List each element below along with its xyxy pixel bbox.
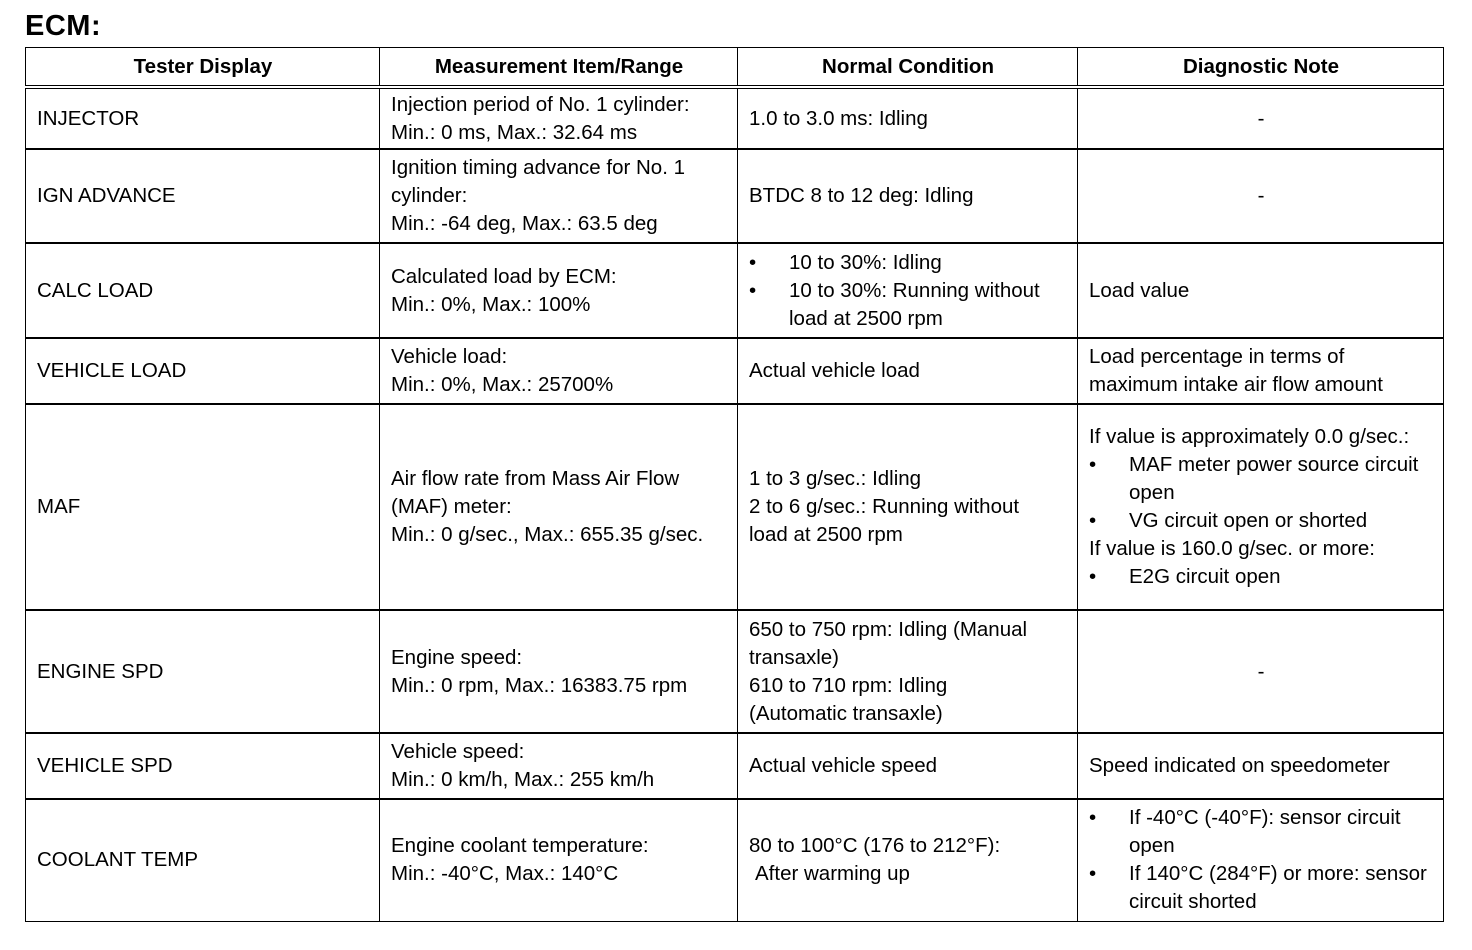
measurement-line: Injection period of No. 1 cylinder: — [391, 92, 690, 116]
table-row — [26, 610, 1444, 733]
measurement-cell — [380, 733, 738, 799]
table-row — [26, 338, 1444, 404]
measurement-line: Vehicle load: — [391, 345, 508, 368]
note-line: Load percentage in terms of — [1089, 345, 1345, 368]
diagnostic-note-cell: - — [1078, 87, 1444, 149]
measurement-cell — [380, 799, 738, 921]
tester-display-cell: VEHICLE SPD — [26, 733, 380, 799]
table-row — [26, 87, 1444, 149]
measurement-line: Engine speed: — [391, 645, 523, 669]
measurement-cell — [380, 404, 738, 610]
tester-display-cell: CALC LOAD — [26, 243, 380, 338]
header-measurement-item: Measurement Item/Range — [380, 48, 738, 88]
measurement-line: Engine coolant temperature: — [391, 834, 649, 858]
measurement-line: Air flow rate from Mass Air Flow — [391, 467, 680, 490]
normal-line: 80 to 100°C (176 to 212°F): — [749, 834, 1001, 858]
table-header-row — [26, 48, 1444, 88]
measurement-line: Calculated load by ECM: — [391, 264, 617, 288]
measurement-cell — [380, 87, 738, 149]
bullet-item: • MAF meter power source circuit open — [1089, 451, 1433, 507]
normal-line: 1 to 3 g/sec.: Idling — [749, 467, 922, 490]
bullet-item: • VG circuit open or shorted — [1089, 507, 1433, 535]
tester-display-cell: IGN ADVANCE — [26, 149, 380, 243]
normal-line: (Automatic transaxle) — [749, 701, 943, 725]
note-line: maximum intake air flow amount — [1089, 373, 1383, 396]
table-row — [26, 799, 1444, 921]
tester-display-cell: COOLANT TEMP — [26, 799, 380, 921]
diagnostic-note-cell — [1078, 404, 1444, 610]
diagnostic-note-cell: - — [1078, 610, 1444, 733]
measurement-cell — [380, 243, 738, 338]
header-diagnostic-note: Diagnostic Note — [1078, 48, 1444, 88]
table-row — [26, 733, 1444, 799]
bullet-item: • If 140°C (284°F) or more: sensor circuit shorted — [1089, 860, 1433, 916]
normal-condition-cell — [738, 404, 1078, 610]
note-line: If value is approximately 0.0 g/sec.: — [1089, 425, 1410, 448]
measurement-line: Min.: 0%, Max.: 25700% — [391, 373, 614, 396]
tester-display-cell: INJECTOR — [26, 87, 380, 149]
diagnostic-note-cell: - — [1078, 149, 1444, 243]
tester-display-cell: MAF — [26, 404, 380, 610]
page-title: ECM: — [25, 10, 102, 42]
table-row — [26, 243, 1444, 338]
tester-display-cell: VEHICLE LOAD — [26, 338, 380, 404]
table-row — [26, 404, 1444, 610]
measurement-line: Min.: -40°C, Max.: 140°C — [391, 862, 619, 886]
note-line: If value is 160.0 g/sec. or more: — [1089, 537, 1375, 560]
bullet-item: • 10 to 30%: Idling — [749, 249, 1067, 277]
normal-condition-cell — [738, 799, 1078, 921]
bullet-item: • 10 to 30%: Running without load at 2500 rpm — [749, 277, 1067, 333]
measurement-line: Min.: 0%, Max.: 100% — [391, 292, 591, 316]
ecm-data-table — [25, 47, 1444, 922]
normal-line: load at 2500 rpm — [749, 523, 903, 546]
measurement-line: Vehicle speed: — [391, 740, 525, 763]
diagnostic-note-cell: Speed indicated on speedometer — [1078, 733, 1444, 799]
bullet-item: • If -40°C (-40°F): sensor circuit open — [1089, 804, 1433, 860]
measurement-cell — [380, 149, 738, 243]
normal-condition-cell: BTDC 8 to 12 deg: Idling — [738, 149, 1078, 243]
measurement-cell — [380, 338, 738, 404]
normal-condition-cell: 1.0 to 3.0 ms: Idling — [738, 87, 1078, 149]
measurement-line: Min.: 0 rpm, Max.: 16383.75 rpm — [391, 673, 688, 697]
measurement-cell — [380, 610, 738, 733]
normal-line: 2 to 6 g/sec.: Running without — [749, 495, 1020, 518]
normal-condition-cell — [738, 610, 1078, 733]
measurement-line: Min.: 0 g/sec., Max.: 655.35 g/sec. — [391, 523, 704, 546]
measurement-line: (MAF) meter: — [391, 495, 512, 518]
normal-condition-cell: Actual vehicle speed — [738, 733, 1078, 799]
normal-line: 650 to 750 rpm: Idling (Manual — [749, 617, 1028, 641]
diagnostic-note-cell — [1078, 799, 1444, 921]
measurement-line: Min.: 0 km/h, Max.: 255 km/h — [391, 768, 655, 791]
table-row — [26, 149, 1444, 243]
normal-condition-cell: Actual vehicle load — [738, 338, 1078, 404]
normal-condition-cell — [738, 243, 1078, 338]
normal-line: 610 to 710 rpm: Idling — [749, 673, 948, 697]
diagnostic-note-cell: Load value — [1078, 243, 1444, 338]
normal-line: After warming up — [755, 862, 910, 886]
header-tester-display: Tester Display — [26, 48, 380, 88]
diagnostic-note-cell — [1078, 338, 1444, 404]
measurement-line: cylinder: — [391, 184, 468, 207]
tester-display-cell: ENGINE SPD — [26, 610, 380, 733]
measurement-line: Min.: -64 deg, Max.: 63.5 deg — [391, 212, 658, 235]
normal-line: transaxle) — [749, 645, 840, 669]
measurement-line: Min.: 0 ms, Max.: 32.64 ms — [391, 120, 638, 144]
measurement-line: Ignition timing advance for No. 1 — [391, 156, 685, 179]
header-normal-condition: Normal Condition — [738, 48, 1078, 88]
bullet-item: • E2G circuit open — [1089, 563, 1433, 591]
